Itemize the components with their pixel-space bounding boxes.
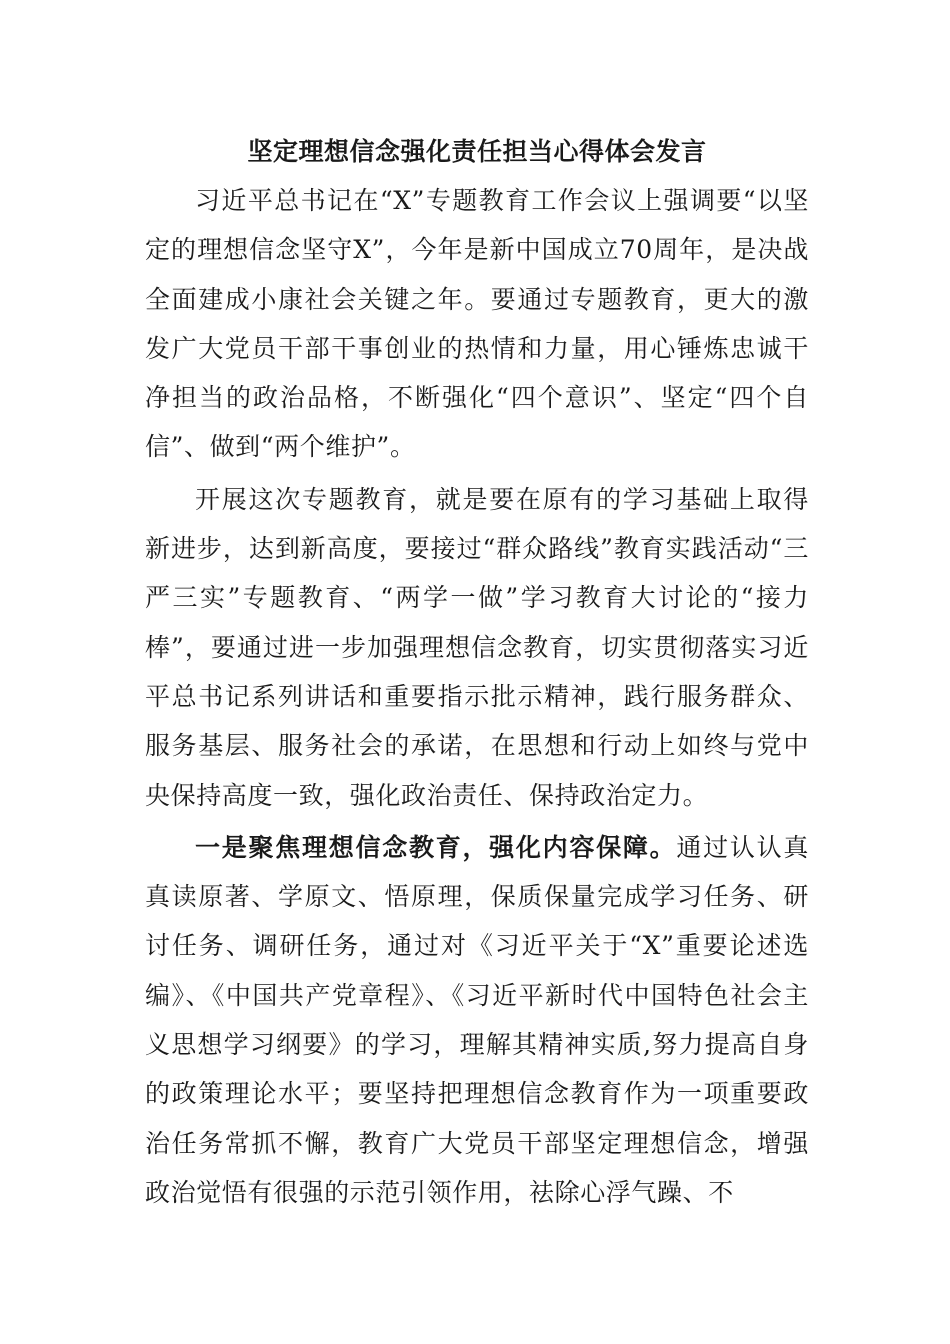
- paragraph-1: 习近平总书记在“X”专题教育工作会议上强调要“以坚定的理想信念坚守X”，今年是新中国成立70周年，是决战全面建成小康社会关键之年。要通过专题教育，更大的激发广大党员干部干事创业的热情和力量，用心锤炼忠诚干净担当的政治品格，不断强化“四个意识”、坚定“四个自信”、做到“两个维护”。: [145, 186, 809, 462]
- section-body: 通过认认真真读原著、学原文、悟原理，保质保量完成学习任务、研讨任务、调研任务，通过对《习近平关于“X”重要论述选编》、《中国共产党章程》、《习近平新时代中国特色社会主义思想学习纲要》的学习，理解其精神实质,努力提高自身的政策理论水平；要坚持把理想信念教育作为一项重要政治任务常抓不懈，教育广大党员干部坚定理想信念，增强政治觉悟有很强的示范引领作用，祛除心浮气躁、不: [145, 832, 809, 1207]
- document-title: 坚定理想信念强化责任担当心得体会发言: [247, 137, 707, 166]
- section-lead: 一是聚焦理想信念教育，强化内容保障。: [195, 832, 677, 862]
- document-page: [145, 128, 809, 1217]
- paragraph-2: 开展这次专题教育，就是要在原有的学习基础上取得新进步，达到新高度，要接过“群众路线”教育实践活动“三严三实”专题教育、“两学一做”学习教育大讨论的“接力棒”，要通过进一步加强理想信念教育，切实贯彻落实习近平总书记系列讲话和重要指示批示精神，践行服务群众、服务基层、服务社会的承诺，在思想和行动上如终与党中央保持高度一致，强化政治责任、保持政治定力。: [145, 484, 809, 810]
- paragraph-3: [145, 823, 809, 1217]
